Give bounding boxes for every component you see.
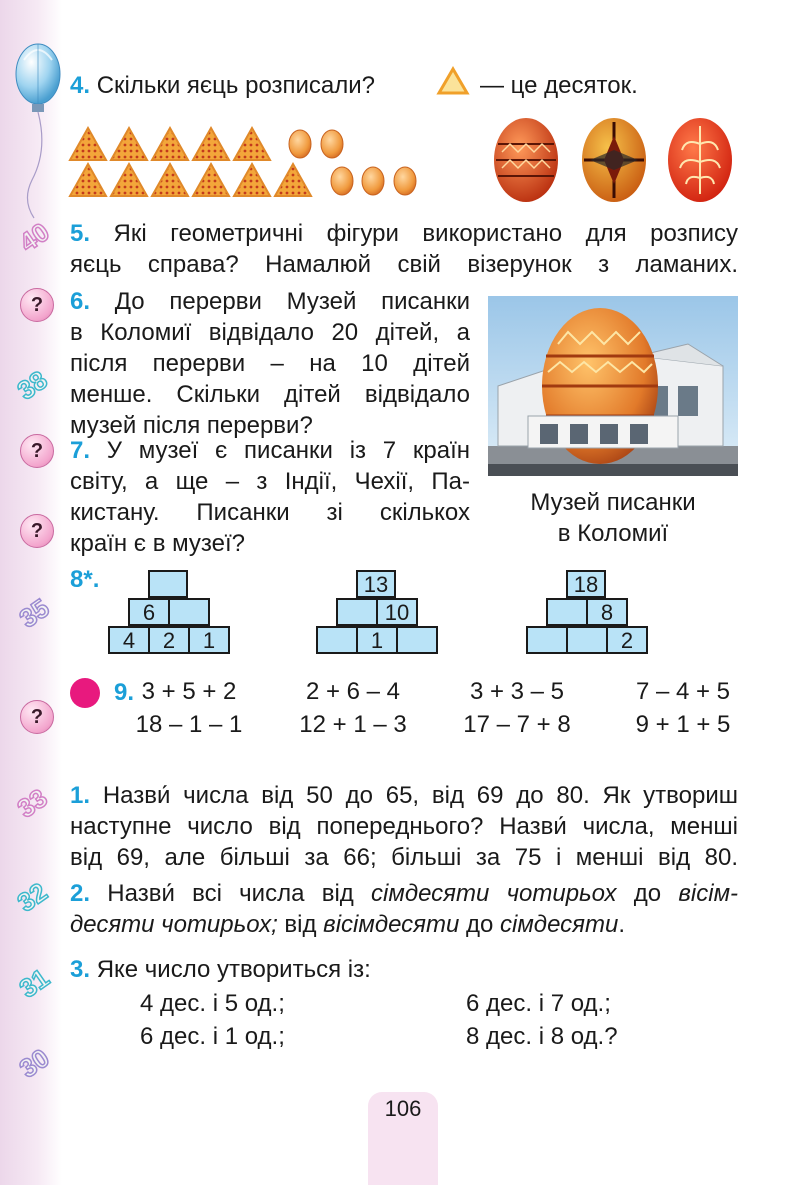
pyramid-cell bbox=[566, 626, 608, 654]
number-pyramid-2 bbox=[316, 570, 438, 655]
oral-task-3-item: 4 дес. і 5 од.; bbox=[140, 990, 285, 1017]
oral-task-2: 2. Назви́ всі числа від сімдесяти чотирьох до вісім- десяти чотирьох; від вісімдесяти до сімдесяти. bbox=[70, 880, 739, 938]
pyramid-cell: 1 bbox=[188, 626, 230, 654]
egg-triangles-illustration bbox=[68, 124, 428, 204]
pyramid-cell: 6 bbox=[128, 598, 170, 626]
expression: 2 + 6 – 4 bbox=[305, 678, 401, 705]
oral-task-3-item: 6 дес. і 1 од.; bbox=[140, 1023, 285, 1050]
oral-task-3-item: 8 дес. і 8 од.? bbox=[466, 1023, 618, 1050]
pyramid-cell: 18 bbox=[566, 570, 606, 598]
oral-task-3: 3. Яке число утвориться із: bbox=[70, 956, 371, 983]
sidebar-number: 38 bbox=[11, 364, 53, 406]
task-4-note: — це десяток. bbox=[480, 72, 638, 99]
sidebar-number: 35 bbox=[13, 592, 55, 634]
number-pyramid-1 bbox=[108, 570, 230, 655]
expression: 3 + 5 + 2 bbox=[141, 678, 237, 705]
sidebar-number: 40 bbox=[13, 216, 55, 258]
question-badge: ? bbox=[20, 514, 54, 548]
sidebar-number: 31 bbox=[13, 962, 55, 1004]
task-8-number: 8*. bbox=[70, 566, 100, 593]
question-badge: ? bbox=[20, 288, 54, 322]
sidebar-number: 30 bbox=[13, 1042, 55, 1084]
question-badge: ? bbox=[20, 700, 54, 734]
pyramid-cell: 2 bbox=[606, 626, 648, 654]
bullet-dot-icon bbox=[70, 678, 100, 708]
expression: 3 + 3 – 5 bbox=[469, 678, 565, 705]
pyramid-cell bbox=[316, 626, 358, 654]
pysanky-eggs-illustration bbox=[490, 114, 740, 204]
oral-task-1: 1. Назви́ числа від 50 до 65, від 69 до 80. Як утвориш наступне число від попереднього? Назви́ числа, менші від 69, але більші за 66; більші за 75 і менші від 80. bbox=[70, 782, 738, 871]
pyramid-cell bbox=[546, 598, 588, 626]
pyramid-cell: 1 bbox=[356, 626, 398, 654]
expression: 17 – 7 + 8 bbox=[463, 711, 571, 738]
sidebar-number: 33 bbox=[11, 782, 53, 824]
pyramid-cell: 2 bbox=[148, 626, 190, 654]
pyramid-cell bbox=[168, 598, 210, 626]
photo-caption: Музей писанки в Коломиї bbox=[530, 489, 696, 547]
task-6: 6. До перерви Музей писанки в Коломиї відвідало 20 дітей, а після перерви – на 10 дітей менше. Скільки дітей відвідало музей після перерви? bbox=[70, 288, 471, 439]
page-number: 106 bbox=[384, 1096, 422, 1121]
triangle-icon bbox=[436, 66, 470, 96]
expression: 18 – 1 – 1 bbox=[135, 711, 243, 738]
pyramid-cell bbox=[148, 570, 188, 598]
number-pyramid-3 bbox=[526, 570, 648, 655]
sidebar-number: 32 bbox=[11, 876, 53, 918]
question-badge: ? bbox=[20, 434, 54, 468]
task-9-number: 9. bbox=[114, 679, 135, 706]
pyramid-cell: 10 bbox=[376, 598, 418, 626]
pyramid-cell: 4 bbox=[108, 626, 150, 654]
pyramid-cell bbox=[526, 626, 568, 654]
pyramid-cell bbox=[396, 626, 438, 654]
pyramid-cell bbox=[336, 598, 378, 626]
pyramid-cell: 13 bbox=[356, 570, 396, 598]
expression: 9 + 1 + 5 bbox=[635, 711, 731, 738]
task-5: 5. Які геометричні фігури використано для розпису яєць справа? Намалюй свій візерунок з ламаних. bbox=[70, 220, 738, 278]
task-4-question: 4. Скільки яєць розписали? bbox=[70, 72, 376, 99]
expression: 12 + 1 – 3 bbox=[299, 711, 407, 738]
museum-photo bbox=[488, 296, 738, 476]
task-number: 4. bbox=[70, 72, 91, 99]
expression: 7 – 4 + 5 bbox=[635, 678, 731, 705]
pyramid-cell: 8 bbox=[586, 598, 628, 626]
oral-task-3-item: 6 дес. і 7 од.; bbox=[466, 990, 611, 1017]
balloon-icon bbox=[14, 40, 62, 220]
task-7: 7. У музеї є писанки із 7 країн світу, а ще – з Індії, Чехії, Па- кистану. Писанки зі скількох країн є в музеї? bbox=[70, 437, 471, 557]
